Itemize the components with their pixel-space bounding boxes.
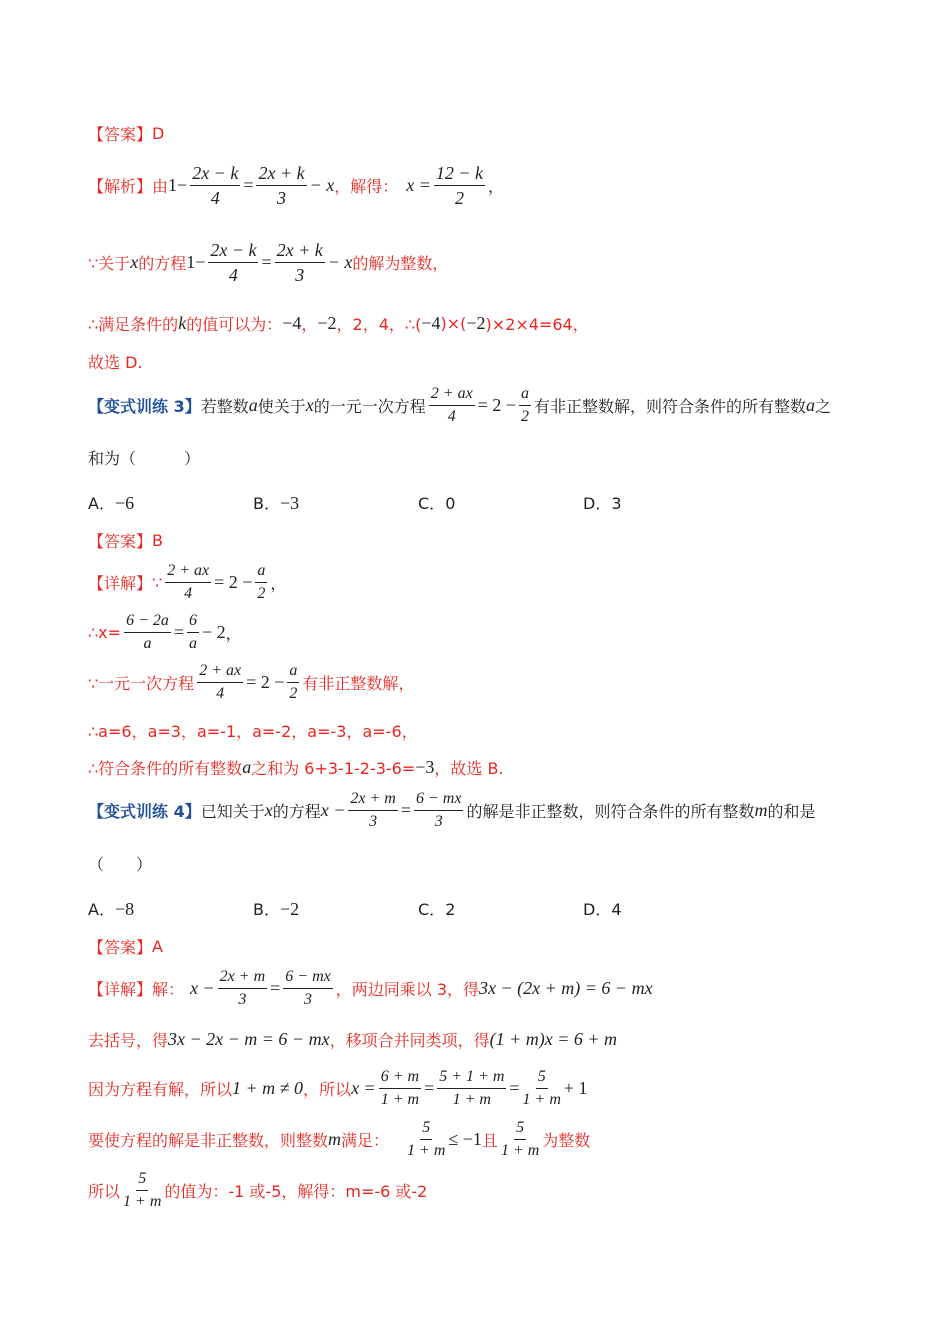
var-m: m <box>754 800 768 820</box>
lhs-x: x − <box>320 800 346 820</box>
l2-expression2: (1 + m)x = 6 + m <box>489 1029 618 1049</box>
answer-4-line <box>88 935 163 958</box>
q3-t4: 有非正整数解，则符合条件的所有整数 <box>533 397 806 416</box>
eq-one: 1 <box>168 175 178 195</box>
choice-value: 0 <box>445 494 456 513</box>
l3-expression: 1 + m ≠ 0 <box>232 1078 304 1098</box>
minus-2: − 2 <box>202 622 226 642</box>
fraction-numerator: 2x + m <box>348 790 397 811</box>
choice-value: 3 <box>611 494 622 513</box>
fraction-denominator: 3 <box>304 991 312 1008</box>
detail-4-line1 <box>88 968 653 1009</box>
l1-mid: ，两边同乘以 3，得 <box>335 980 480 999</box>
q4-line2: （ ） <box>88 855 153 874</box>
fraction-numerator: 5 <box>514 1119 526 1140</box>
q3-t5: 之 <box>815 397 832 416</box>
fraction-2-plus-ax <box>429 385 475 426</box>
detail-4-line4 <box>88 1119 590 1160</box>
l4-mid: 满足： <box>341 1131 390 1150</box>
var-x: x <box>264 800 273 820</box>
fraction-numerator: 5 <box>136 1170 148 1191</box>
answer-value: B <box>152 531 163 550</box>
fraction-2-plus-ax <box>197 662 243 703</box>
choice-letter: D． <box>583 900 612 919</box>
sum-prefix: ∴符合条件的所有整数 <box>88 759 243 778</box>
q4-t3: 的解是非正整数，则符合条件的所有整数 <box>466 802 755 821</box>
variant-3-label: 【变式训练 3】 <box>88 397 201 416</box>
fraction-denominator: 2 <box>454 188 464 208</box>
detail-label: 【详解】 <box>88 574 153 593</box>
fraction-numerator: 2 + ax <box>197 662 243 683</box>
q3-line2: 和为（ ） <box>88 449 201 468</box>
fraction-numerator: 6 + m <box>379 1068 421 1089</box>
line3-prefix: ∵一元一次方程 <box>88 674 195 693</box>
fraction-numerator: 2x + m <box>218 968 267 989</box>
answer-label: 【答案】 <box>88 125 153 144</box>
therefore-prefix: ∴满足条件的 <box>88 315 179 334</box>
value-neg2: −2 <box>466 313 486 333</box>
fraction-numerator: 2x − k <box>208 240 258 263</box>
rhs: = 2 − <box>246 672 285 692</box>
q3-t3: 的一元一次方程 <box>313 397 426 416</box>
fraction-2-plus-ax <box>165 562 211 603</box>
value-neg2: −2 <box>317 313 337 333</box>
fraction-denominator: 3 <box>295 265 305 285</box>
variant-4-question <box>88 790 815 831</box>
l3-mid: ，所以 <box>303 1080 352 1099</box>
eq-minus-x: − x <box>327 252 353 272</box>
eq-one: 1 <box>186 252 196 272</box>
fraction-5-over-1-plus-m <box>501 1119 539 1160</box>
because-line <box>88 240 448 285</box>
fraction-2x-plus-k <box>275 240 325 285</box>
fraction-6-minus-mx <box>283 968 332 1009</box>
fraction-denominator: 1 + m <box>380 1091 420 1108</box>
fraction-5-over-1-plus-m <box>523 1068 561 1109</box>
choice-b[interactable] <box>253 897 299 920</box>
choice-letter: C． <box>418 494 446 513</box>
l2-prefix: 去括号，得 <box>88 1031 169 1050</box>
fraction-denominator: 3 <box>277 188 287 208</box>
detail-3-line1 <box>88 562 286 603</box>
choice-letter: A． <box>88 900 115 919</box>
fraction-2x-plus-m <box>348 790 397 831</box>
fraction-denominator: 1 + m <box>522 1091 561 1108</box>
variant-3-question <box>88 385 831 426</box>
fraction-denominator: a <box>143 635 152 652</box>
answer-value: A <box>152 937 163 956</box>
therefore-rest2: )×2×4=64， <box>485 315 589 334</box>
line3-suffix: 有非正整数解， <box>302 674 415 693</box>
choice-letter: B． <box>253 900 280 919</box>
l4-tail: 为整数 <box>542 1131 591 1150</box>
variant-4-line2 <box>88 852 152 875</box>
tail: ， <box>225 624 242 643</box>
eq-minus: − <box>195 252 206 272</box>
plus-1: + 1 <box>563 1078 588 1098</box>
therefore-mid: 的值可以为： <box>186 315 283 334</box>
rhs: = 2 − <box>477 395 516 415</box>
because-suffix: 的解为整数， <box>352 254 449 273</box>
q4-t4: 的和是 <box>767 802 816 821</box>
fraction-numerator: a <box>519 385 531 406</box>
choice-letter: C． <box>418 900 446 919</box>
fraction-numerator: 5 + 1 + m <box>437 1068 506 1089</box>
fraction-denominator: 1 + m <box>123 1193 162 1210</box>
lhs-x: x − <box>190 978 215 998</box>
equals: = <box>270 978 281 998</box>
choice-value: −6 <box>114 493 135 513</box>
equals: = <box>424 1078 435 1098</box>
detail-4-line2 <box>88 1028 617 1051</box>
fraction-numerator: 2x + k <box>275 240 325 263</box>
therefore-line <box>88 312 589 335</box>
q4-t1: 已知关于 <box>200 802 265 821</box>
choice-letter: D． <box>583 494 612 513</box>
fraction-numerator: 6 <box>187 612 199 633</box>
fraction-numerator: a <box>287 662 299 683</box>
because-symbol: ∵ <box>152 573 163 592</box>
fraction-numerator: 2 + ax <box>429 385 475 406</box>
x-prefix: ∴x= <box>88 623 122 642</box>
detail-4-line5 <box>88 1170 427 1211</box>
fraction-a-over-2 <box>519 385 531 426</box>
choice-value: −3 <box>279 493 300 513</box>
fraction-6-over-a <box>187 612 199 653</box>
l4-prefix: 要使方程的解是非正整数，则整数 <box>88 1131 329 1150</box>
because-prefix: ∵关于 <box>88 254 131 273</box>
choice-d[interactable] <box>583 491 622 514</box>
choice-value: −2 <box>279 899 300 919</box>
value-neg4: −4 <box>421 313 441 333</box>
fraction-numerator: a <box>255 562 267 583</box>
fraction-denominator: 1 + m <box>407 1142 446 1159</box>
choice-b[interactable] <box>253 491 299 514</box>
choice-value: 2 <box>445 900 456 919</box>
choice-c[interactable] <box>418 491 455 514</box>
q4-t2: 的方程 <box>272 802 321 821</box>
l5-suffix: 的值为：-1 或-5，解得：m=-6 或-2 <box>164 1182 428 1201</box>
equals: = <box>509 1078 520 1098</box>
fraction-2x-plus-k <box>256 163 306 208</box>
analysis-solve: ，解得： <box>334 177 399 196</box>
fraction-denominator: 1 + m <box>452 1091 491 1108</box>
fraction-a-over-2 <box>287 662 299 703</box>
answer-label: 【答案】 <box>88 532 153 551</box>
fraction-6-minus-mx <box>414 790 463 831</box>
choice-letter: B． <box>253 494 280 513</box>
detail-label: 【详解】 <box>88 980 153 999</box>
fraction-5-over-1-plus-m <box>123 1170 161 1211</box>
var-x: x <box>130 252 139 272</box>
choice-a[interactable] <box>88 491 134 514</box>
fraction-denominator: 2 <box>257 585 266 602</box>
x-equals: x = <box>351 1078 376 1098</box>
l2-mid: ，移项合并同类项，得 <box>329 1031 490 1050</box>
choice-value: −8 <box>114 899 135 919</box>
l3-prefix: 因为方程有解，所以 <box>88 1080 233 1099</box>
detail-4-line3 <box>88 1068 588 1109</box>
eq-equals: = <box>243 175 254 195</box>
fraction-denominator: 4 <box>228 265 238 285</box>
fraction-denominator: a <box>189 635 198 652</box>
fraction-denominator: 4 <box>184 585 193 602</box>
sep: ， <box>336 315 353 334</box>
fraction-numerator: 2x + k <box>256 163 306 186</box>
fraction-numerator: 6 − 2a <box>124 612 171 633</box>
q3-t1: 若整数 <box>200 397 249 416</box>
fraction-numerator: 5 <box>536 1068 548 1089</box>
l1-prefix: 解： <box>152 980 185 999</box>
detail-3-line2 <box>88 612 242 653</box>
l5-prefix: 所以 <box>88 1182 121 1201</box>
fraction-denominator: 3 <box>434 813 443 830</box>
var-a: a <box>248 395 258 415</box>
fraction-numerator: 6 − mx <box>414 790 463 811</box>
q3-t2: 使关于 <box>257 397 306 416</box>
sum-tail: ，故选 B. <box>434 759 504 778</box>
l2-expression: 3x − 2x − m = 6 − mx <box>168 1029 330 1049</box>
choice-a[interactable] <box>88 897 134 920</box>
fraction-numerator: 6 − mx <box>283 968 332 989</box>
analysis-tail: ， <box>488 177 505 196</box>
sep: ， <box>301 315 318 334</box>
analysis-intro: 由 <box>152 177 169 196</box>
tail: ， <box>270 574 287 593</box>
rhs: = 2 − <box>214 572 253 592</box>
sum-mid: 之和为 6+3-1-2-3-6= <box>251 759 416 778</box>
detail-3-sum <box>88 756 504 779</box>
because-mid: 的方程 <box>138 254 187 273</box>
conclude-text: 故选 D. <box>88 353 143 372</box>
times: )×( <box>440 314 467 333</box>
fraction-5-plus-1-plus-m <box>437 1068 506 1109</box>
fraction-denominator: 4 <box>210 188 220 208</box>
choice-value: 4 <box>611 900 622 919</box>
fraction-2x-minus-k <box>190 163 240 208</box>
fraction-a-over-2 <box>255 562 267 603</box>
values-text: ∴a=6，a=3，a=-1，a=-2，a=-3，a=-6， <box>88 722 418 741</box>
fraction-2x-plus-m <box>218 968 267 1009</box>
variant-3-line2 <box>88 446 200 469</box>
le-neg1: ≤ −1 <box>448 1129 482 1149</box>
equals: = <box>173 622 185 642</box>
var-a: a <box>806 395 815 415</box>
fraction-6-plus-m <box>379 1068 421 1109</box>
var-a: a <box>242 757 252 777</box>
answer-value: D <box>152 124 165 143</box>
choice-d[interactable] <box>583 897 622 920</box>
analysis-1-line <box>88 163 504 208</box>
choice-c[interactable] <box>418 897 455 920</box>
fraction-numerator: 12 − k <box>434 163 485 186</box>
variant-4-label: 【变式训练 4】 <box>88 802 201 821</box>
eq-minus-x: − x <box>309 175 335 195</box>
answer-1-line <box>88 122 164 145</box>
fraction-numerator: 2 + ax <box>165 562 211 583</box>
var-x: x <box>305 395 314 415</box>
answer-label: 【答案】 <box>88 938 153 957</box>
eq-equals: = <box>261 252 272 272</box>
detail-3-line3 <box>88 662 414 703</box>
fraction-denominator: 3 <box>238 991 247 1008</box>
answer-3-line <box>88 529 163 552</box>
fraction-5-over-1-plus-m <box>407 1119 445 1160</box>
analysis-label: 【解析】 <box>88 177 153 196</box>
choice-letter: A． <box>88 494 115 513</box>
fraction-denominator: 2 <box>520 408 529 425</box>
sum-value: −3 <box>415 757 435 777</box>
x-equals: x = <box>406 175 431 195</box>
var-k: k <box>178 313 187 333</box>
l1-expression: 3x − (2x + m) = 6 − mx <box>479 978 653 998</box>
fraction-6-minus-2a <box>124 612 171 653</box>
detail-3-values <box>88 719 418 742</box>
value-neg4: −4 <box>282 313 302 333</box>
eq-minus: − <box>177 175 188 195</box>
fraction-numerator: 5 <box>420 1119 432 1140</box>
fraction-numerator: 2x − k <box>190 163 240 186</box>
conclude-1 <box>88 350 143 373</box>
fraction-denominator: 1 + m <box>500 1142 540 1159</box>
fraction-2x-minus-k <box>208 240 258 285</box>
therefore-rest: 2，4，∴( <box>352 315 422 334</box>
fraction-denominator: 2 <box>289 685 298 702</box>
fraction-denominator: 4 <box>216 685 225 702</box>
fraction-denominator: 3 <box>369 813 378 830</box>
fraction-12-minus-k <box>434 163 485 208</box>
equals: = <box>400 800 411 820</box>
and-text: 且 <box>481 1131 498 1150</box>
fraction-denominator: 4 <box>447 408 456 425</box>
var-m: m <box>328 1129 342 1149</box>
